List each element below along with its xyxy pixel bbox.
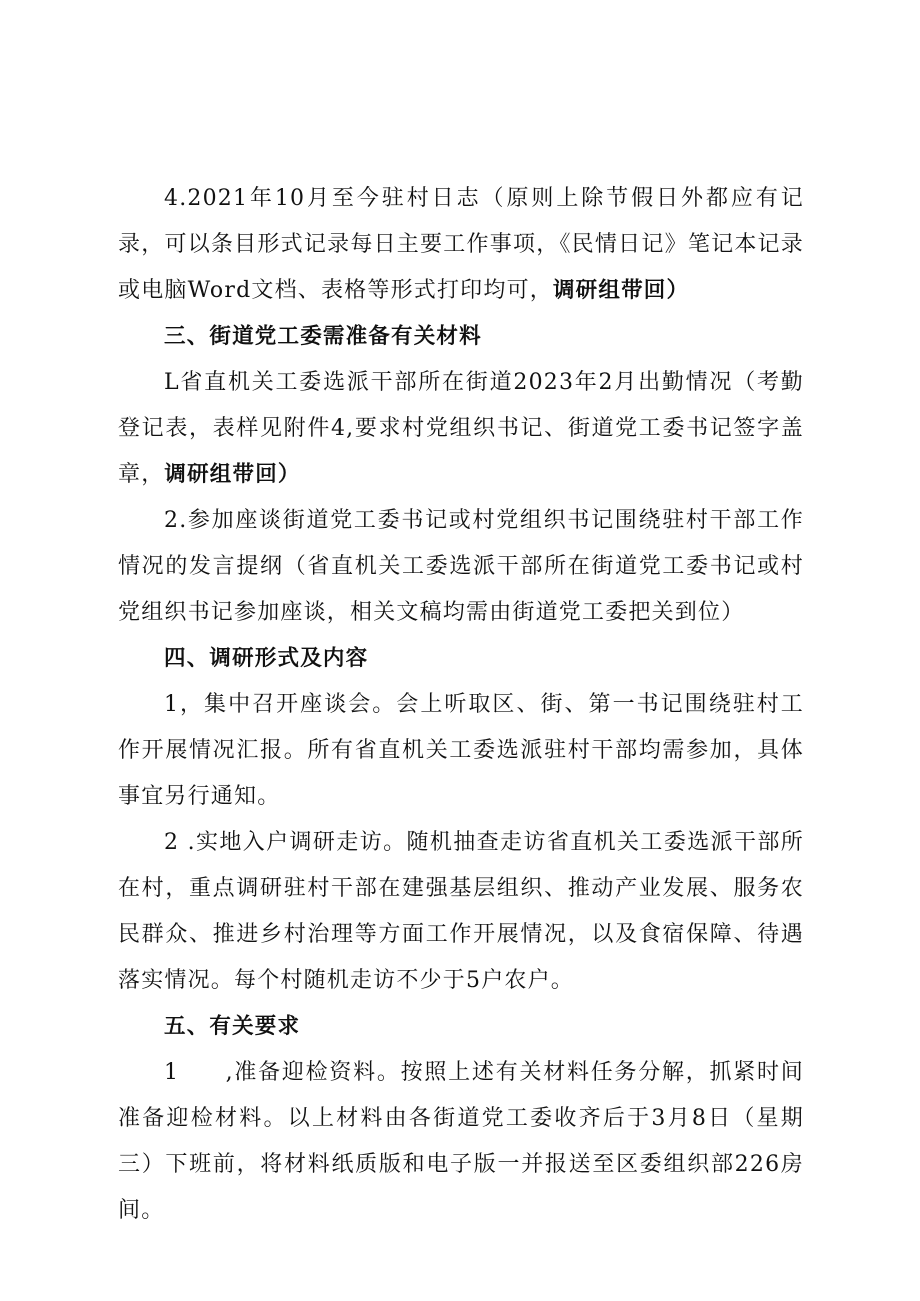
paragraph-attendance-bold-note: 调研组带回） bbox=[164, 462, 301, 487]
section-heading-3: 三、街道党工委需准备有关材料 bbox=[164, 324, 482, 349]
paragraph-work-log-text: 4.2021年10月至今驻村日志（原则上除节假日外都应有记录，可以条目形式记录每日主要工作事项，《民情日记》笔记本记录或电脑Word文档、表格等形式打印均可， bbox=[118, 186, 804, 303]
paragraph-work-log-bold-note: 调研组带回） bbox=[552, 278, 690, 303]
paragraph-field-visit: 2 .实地入户调研走访。随机抽查走访省直机关工委选派干部所在村，重点调研驻村干部在建强基层组织、推动产业发展、服务农民群众、推进乡村治理等方面工作开展情况，以及食宿保障、待遇落实情况。每个村随机走访不少于5户农户。 bbox=[118, 830, 804, 993]
paragraph-speech-outline: 2.参加座谈街道党工委书记或村党组织书记围绕驻村干部工作情况的发言提纲（省直机关工委选派干部所在街道党工委书记或村党组织书记参加座谈，相关文稿均需由街道党工委把关到位） bbox=[118, 508, 804, 625]
paragraph-symposium: 1，集中召开座谈会。会上听取区、街、第一书记围绕驻村工作开展情况汇报。所有省直机关工委选派驻村干部均需参加，具体事宜另行通知。 bbox=[118, 692, 804, 809]
document-body bbox=[118, 176, 804, 1234]
paragraph-attendance-text: L省直机关工委选派干部所在街道2023年2月出勤情况（考勤登记表，表样见附件4,要求村党组织书记、街道党工委书记签字盖章， bbox=[118, 370, 804, 487]
section-heading-4: 四、调研形式及内容 bbox=[164, 646, 369, 671]
paragraph-prepare-materials: 1 ,准备迎检资料。按照上述有关材料任务分解，抓紧时间准备迎检材料。以上材料由各街道党工委收齐后于3月8日（星期三）下班前，将材料纸质版和电子版一并报送至区委组织部226房间。 bbox=[118, 1060, 804, 1223]
section-heading-5: 五、有关要求 bbox=[164, 1014, 301, 1039]
paragraph-work-log bbox=[118, 176, 804, 314]
paragraph-attendance bbox=[118, 360, 804, 498]
